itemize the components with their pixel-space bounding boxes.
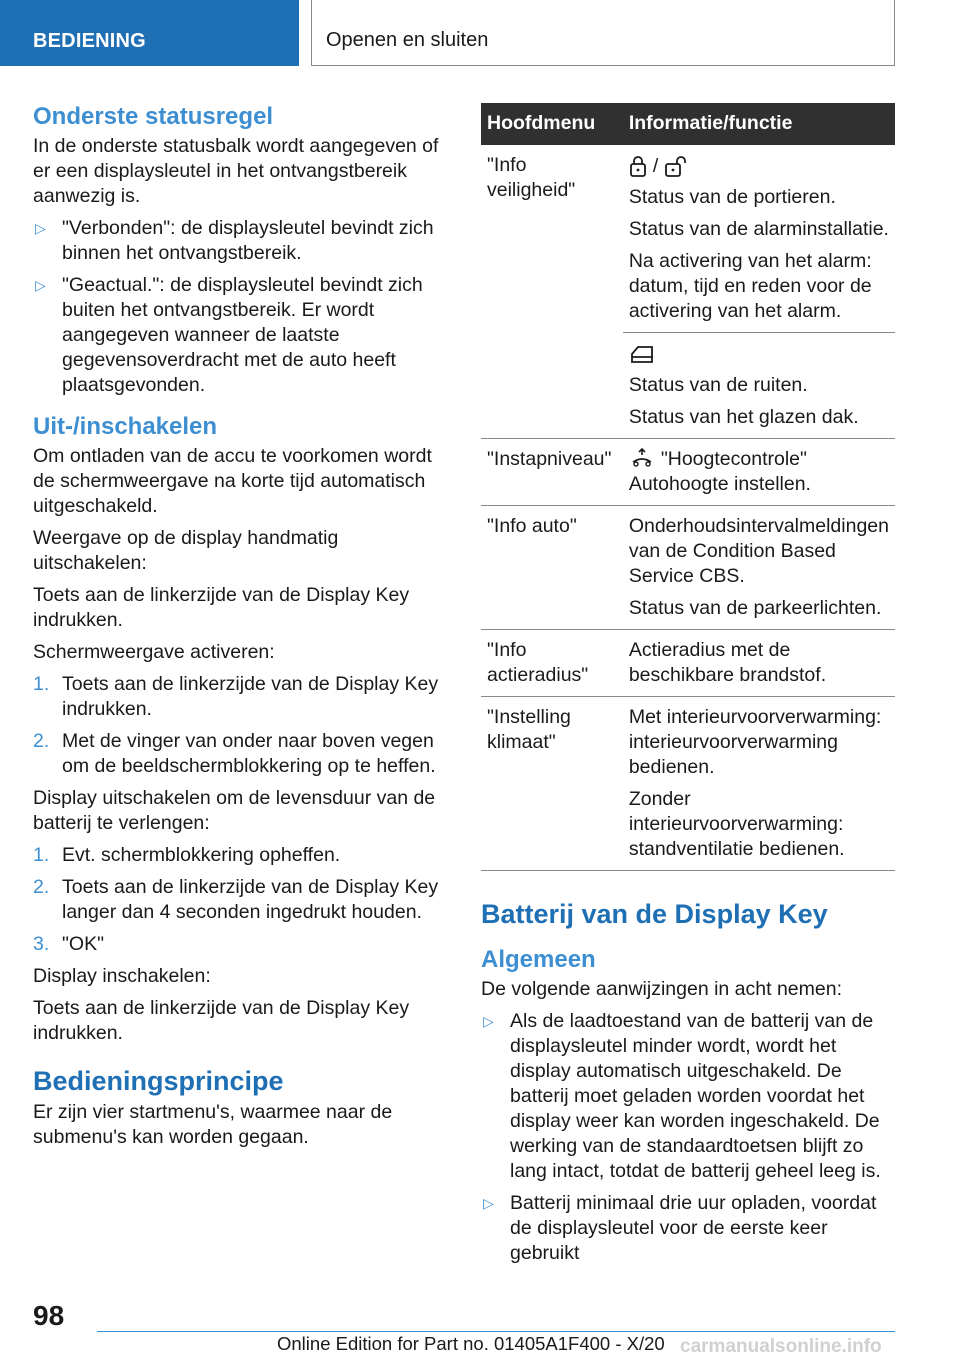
table-cell: "Instapniveau": [481, 439, 623, 506]
paragraph: Toets aan de linkerzijde van de Display Key indrukken.: [33, 584, 410, 631]
list-item: ▷ "Verbonden": de displaysleutel bevindt zich binnen het ontvangstbereik.: [35, 217, 434, 264]
list-item: 2. Toets aan de linkerzijde van de Display Key langer dan 4 seconden ingedrukt houden.: [33, 876, 439, 923]
list-item: 1. Toets aan de linkerzijde van de Display Key indrukken.: [33, 673, 439, 720]
table-cell: Met interieurvoorverwarming: interieurvoorverwarming bedienen. Zonder interieurvoorverwarming: standventilatie bedienen.: [623, 697, 895, 871]
list-item: ▷ Batterij minimaal drie uur opladen, voordat de displaysleutel voor de eerste keer gebruikt: [483, 1192, 877, 1264]
list-item: 3. "OK": [33, 933, 105, 955]
paragraph: Schermweergave activeren:: [33, 641, 275, 663]
chapter-title: Openen en sluiten: [311, 0, 895, 66]
list-item: 2. Met de vinger van onder naar boven vegen om de beeldschermblokkering op te heffen.: [33, 730, 436, 777]
paragraph: De volgende aanwijzingen in acht nemen:: [481, 978, 842, 1000]
right-column: [481, 103, 895, 1273]
heading-onderste-statusregel: Onderste statusregel: [33, 103, 274, 130]
heading-algemeen: Algemeen: [481, 946, 596, 973]
footer-divider: [97, 1331, 895, 1332]
table-cell: "Hoogtecontrole" Autohoogte instellen.: [623, 439, 895, 506]
table-cell: "Info auto": [481, 506, 623, 630]
table-row: [481, 506, 895, 630]
lock-open-icon: [664, 155, 692, 177]
table-cell: "Instelling klimaat": [481, 697, 623, 871]
table-row: [481, 439, 895, 506]
paragraph: Toets aan de linkerzijde van de Display Key indrukken.: [33, 997, 410, 1044]
triangle-right-icon: ▷: [483, 1195, 494, 1211]
column-header-informatie: Informatie/functie: [623, 103, 895, 145]
page-number: 98: [33, 1300, 65, 1331]
section-tab: BEDIENING: [0, 0, 299, 66]
watermark: carmanualsonline.info: [680, 1336, 882, 1357]
table-cell: Actieradius met de beschikbare brandstof.: [623, 630, 895, 697]
table-header-row: [481, 103, 895, 145]
heading-batterij-display-key: Batterij van de Display Key: [481, 899, 828, 929]
list-item: ▷ Als de laadtoestand van de batterij van de displaysleutel minder wordt, wordt het display automatisch uitgeschakeld. De batterij moet geladen worden voordat het display weer kan worden ingeschakeld. De werking van de standaardtoetsen blijft zo lang intact, totdat de batterij geheel leeg is.: [483, 1010, 881, 1182]
paragraph: Er zijn vier startmenu's, waarmee naar de submenu's kan worden gegaan.: [33, 1101, 393, 1148]
paragraph: Display uitschakelen om de levensduur van de batterij te verlengen:: [33, 787, 436, 834]
bullet-list: [33, 216, 449, 398]
table-cell: Onderhoudsintervalmeldingen van de Condition Based Service CBS. Status van de parkeerlichten.: [623, 506, 895, 630]
paragraph: Om ontladen van de accu te voorkomen wordt de schermweergave na korte tijd automatisch uitgeschakeld.: [33, 445, 432, 517]
table-cell: Status van de ruiten. Status van het glazen dak.: [623, 333, 895, 439]
menu-table: [481, 103, 895, 871]
heading-bedieningsprincipe: Bedieningsprincipe: [33, 1066, 284, 1096]
bullet-list: [481, 1009, 895, 1266]
table-cell: "Info veiligheid": [481, 145, 623, 439]
table-cell: "Info actieradius": [481, 630, 623, 697]
numbered-list: [33, 843, 449, 957]
paragraph: Display inschakelen:: [33, 965, 211, 987]
triangle-right-icon: ▷: [35, 220, 46, 236]
paragraph: In de onderste statusbalk wordt aangegeven of er een displaysleutel in het ontvangstbereik aanwezig is.: [33, 135, 439, 207]
table-row: [481, 697, 895, 871]
lock-closed-icon: [629, 155, 647, 177]
column-header-hoofdmenu: Hoofdmenu: [481, 103, 623, 145]
table-row: [481, 145, 895, 333]
window-icon: [629, 343, 655, 365]
paragraph: Weergave op de display handmatig uitschakelen:: [33, 527, 339, 574]
slash-separator: /: [652, 154, 659, 177]
heading-uit-inschakelen: Uit-/inschakelen: [33, 413, 218, 440]
numbered-list: [33, 672, 449, 779]
page-header: [0, 0, 960, 66]
vehicle-height-icon: [629, 448, 655, 468]
table-row: [481, 630, 895, 697]
left-column: [33, 102, 449, 1157]
table-cell: / Status van de portieren. Status van de alarminstallatie. Na activering van het alarm: datum, tijd en reden voor de activering van het alarm.: [623, 145, 895, 333]
footer-edition: Online Edition for Part no. 01405A1F400 - X/20: [277, 1333, 665, 1354]
list-item: 1. Evt. schermblokkering opheffen.: [33, 844, 341, 866]
list-item: ▷ "Geactual.": de displaysleutel bevindt zich buiten het ontvangstbereik. Er wordt aangegeven wanneer de laatste gegevensoverdracht met de auto heeft plaatsgevonden.: [35, 274, 423, 396]
triangle-right-icon: ▷: [483, 1013, 494, 1029]
triangle-right-icon: ▷: [35, 277, 46, 293]
